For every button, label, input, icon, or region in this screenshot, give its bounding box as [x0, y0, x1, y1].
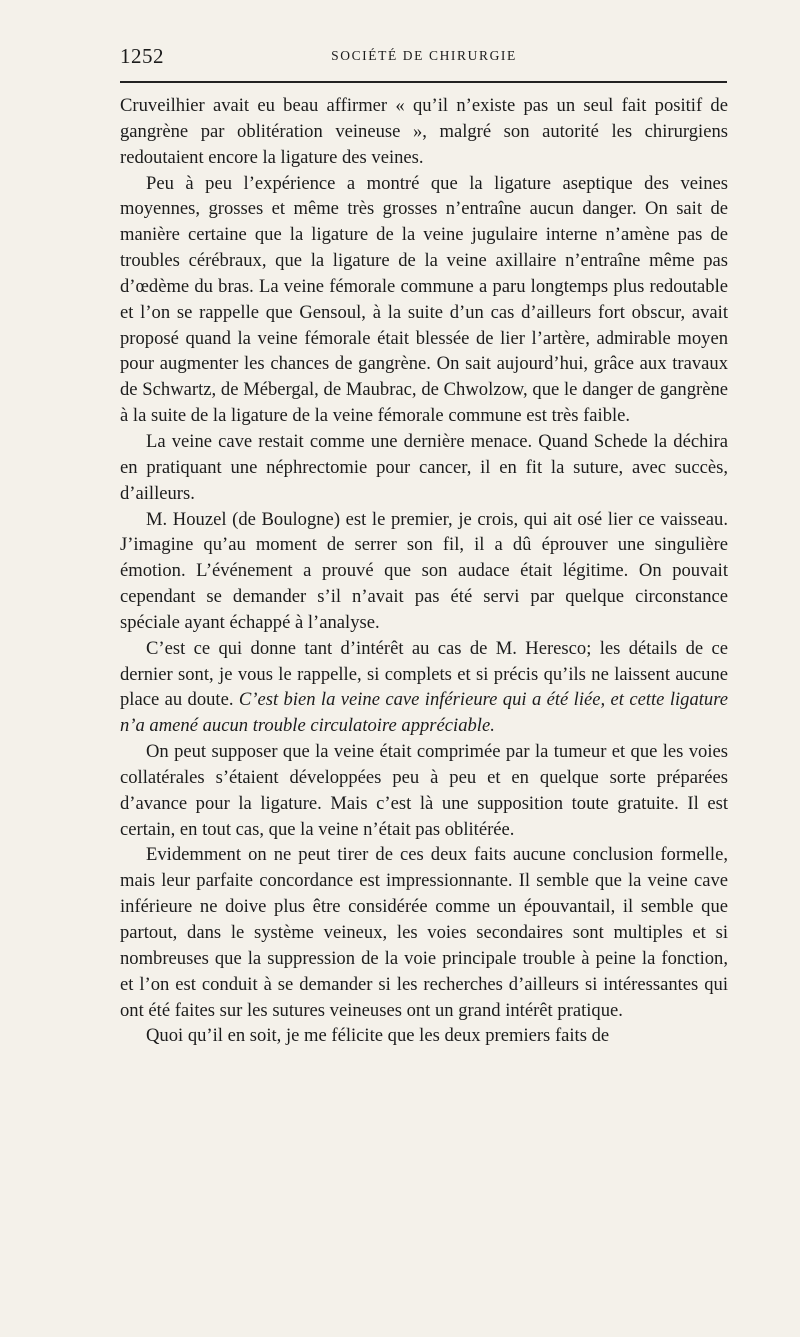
paragraph-8: Quoi qu’il en soit, je me félicite que les deux premiers faits de: [146, 1025, 610, 1047]
paragraph-4: M. Houzel (de Boulogne) est le premier, je crois, qui ait osé lier ce vaisseau. J’imagine qu’au moment de serrer son fil, il a dû éprouver une singulière émotion. L’événement a prouvé que son audace était légitime. On pouvait cependant se demander s’il n’avait pas été servi par quelque circonstance spéciale ayant échappé à l’analyse.: [120, 508, 728, 633]
page-header: [120, 40, 728, 70]
paragraph-5-italic: C’est bien la veine cave inférieure qui a été liée, et cette ligature n’a amené aucun trouble circulatoire appréciable.: [120, 689, 729, 737]
page-number: 1252: [120, 44, 164, 68]
body-text: [120, 93, 728, 1049]
header-rule: [120, 81, 727, 83]
paragraph-3: La veine cave restait comme une dernière menace. Quand Schede la déchira en pratiquant une néphrectomie pour cancer, il en fit la suture, avec succès, d’ailleurs.: [120, 430, 728, 504]
paragraph-5-text: C’est ce qui donne tant d’intérêt au cas de M. Heresco; les détails de ce dernier sont, je vous le rappelle, si complets et si précis qu’ils ne laissent aucune place au doute.: [120, 637, 728, 711]
paragraph-5: [120, 636, 728, 739]
running-title: SOCIÉTÉ DE CHIRURGIE: [331, 48, 517, 63]
paragraph-2: Peu à peu l’expérience a montré que la ligature aseptique des veines moyennes, grosses et même très grosses n’entraîne aucun danger. On sait de manière certaine que la ligature de la veine jugulaire interne n’amène pas de troubles cérébraux, que la ligature de la veine axillaire n’entraîne même pas d’œdème du bras. La veine fémorale commune a paru longtemps plus redoutable et l’on se rappelle que Gensoul, à la suite d’un cas d’ailleurs fort obscur, avait proposé quand la veine fémorale était blessée de lier l’artère, admirable moyen pour augmenter les chances de gangrène. On sait aujourd’hui, grâce aux travaux de Schwartz, de Mébergal, de Maubrac, de Chwolzow, que le danger de gangrène à la suite de la ligature de la veine fémorale commune est très faible.: [120, 172, 728, 427]
paragraph-7: Evidemment on ne peut tirer de ces deux faits aucune conclusion formelle, mais leur parfaite concordance est impressionnante. Il semble que la veine cave inférieure ne doive plus être considérée comme un épouvantail, il semble que partout, dans le système veineux, les voies secondaires sont multiples et si nombreuses que la suppression de la voie principale trouble à peine la fonction, et l’on est conduit à se demander si les recherches d’ailleurs si intéressantes qui ont été faites sur les sutures veineuses ont un grand intérêt pratique.: [120, 844, 728, 1021]
paragraph-6: On peut supposer que la veine était comprimée par la tumeur et que les voies collatérales s’étaient développées peu à peu et en quelque sorte préparées d’avance pour la ligature. Mais c’est là une supposition toute gratuite. Il est certain, en tout cas, que la veine n’était pas oblitérée.: [120, 741, 728, 840]
paragraph-1: Cruveilhier avait eu beau affirmer « qu’il n’existe pas un seul fait positif de gangrène par oblitération veineuse », malgré son autorité les chirurgiens redoutaient encore la ligature des veines.: [120, 95, 728, 168]
